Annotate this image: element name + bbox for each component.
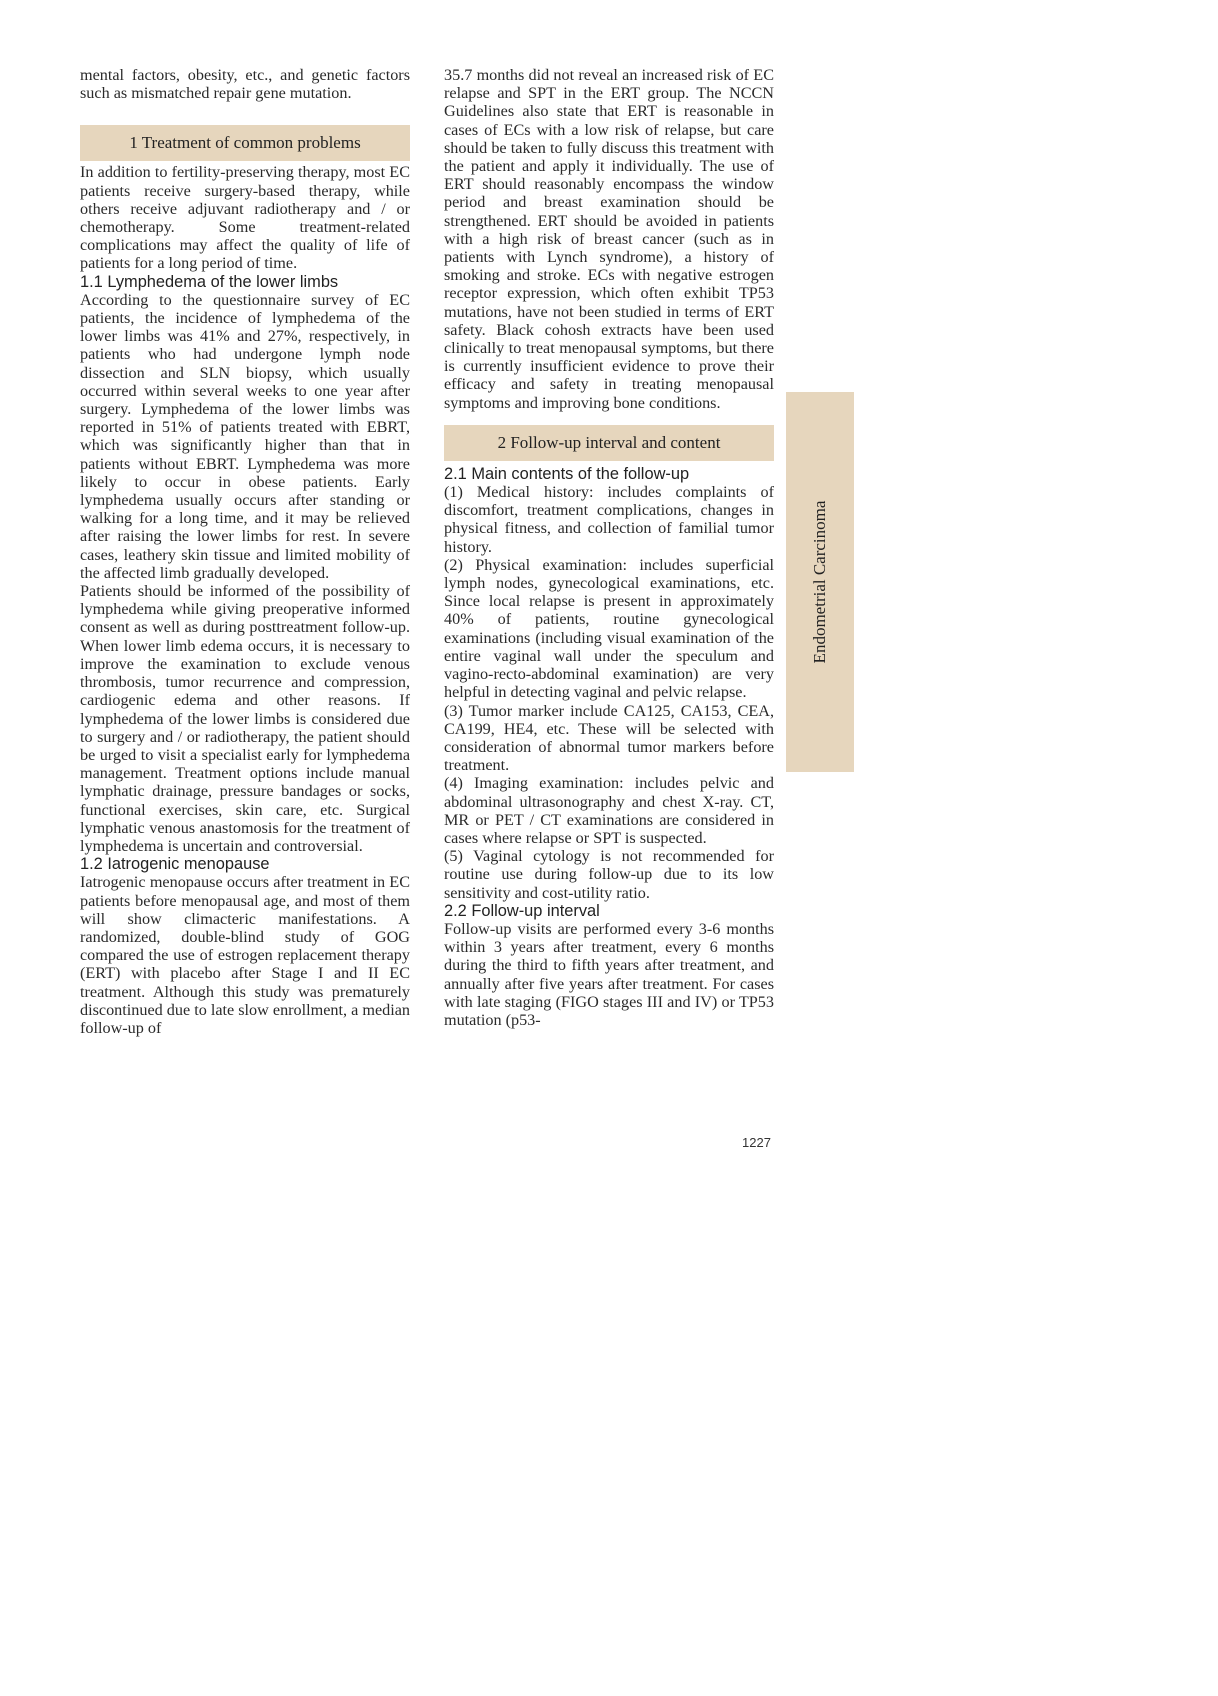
side-tab (786, 392, 854, 772)
subsection-1-2-paragraph-1: Iatrogenic menopause occurs after treatment in EC patients before menopausal age, and most of them will show climacteric manifestations. A randomized, double-blind study of GOG compared the use of estrogen replacement therapy (ERT) with placebo after Stage I and II EC treatment. Although this study was prematurely discontinued due to late slow enrollment, a median follow-up of (80, 873, 410, 1037)
right-column (444, 66, 774, 1029)
side-tab-label: Endometrial Carcinoma (810, 500, 829, 664)
right-continuation: 35.7 months did not reveal an increased risk of EC relapse and SPT in the ERT group. The NCCN Guidelines also state that ERT is reasonable in cases of ECs with a low risk of relapse, but care should be taken to fully discuss this treatment with the patient and apply it individually. The use of ERT should reasonably encompass the window period and breast examination should be strengthened. ERT should be avoided in patients with a high risk of breast cancer (such as in patients with Lynch syndrome), a history of smoking and stroke. ECs with negative estrogen receptor expression, which often exhibit TP53 mutations, have not been studied in terms of ERT safety. Black cohosh extracts have been used clinically to treat menopausal symptoms, but there is currently insufficient evidence to prove their efficacy and safety in treating menopausal symptoms and improving bone conditions. (444, 66, 774, 412)
subsection-1-2-heading: 1.2 Iatrogenic menopause (80, 855, 270, 874)
page-number: 1227 (742, 1135, 771, 1150)
section-2-heading: 2 Follow-up interval and content (444, 425, 774, 461)
follow-up-item-1: (1) Medical history: includes complaints of discomfort, treatment complications, changes in physical fitness, and collection of familial tumor history. (444, 483, 774, 556)
subsection-1-1-heading: 1.1 Lymphedema of the lower limbs (80, 272, 339, 291)
subsection-2-2-paragraph-1: Follow-up visits are performed every 3-6 months within 3 years after treatment, every 6 months during the third to fifth years after treatment, and annually after five years after treatment. For cases with late staging (FIGO stages III and IV) or TP53 mutation (p53- (444, 919, 774, 1029)
section-1-heading: 1 Treatment of common problems (80, 125, 410, 161)
section-1-intro: In addition to fertility-preserving therapy, most EC patients receive surgery-based therapy, while others receive adjuvant radiotherapy and / or chemotherapy. Some treatment-related complications may affect the quality of life of patients for a long period of time. (80, 163, 410, 273)
subsection-2-2-heading: 2.2 Follow-up interval (444, 901, 600, 920)
subsection-2-1-heading: 2.1 Main contents of the follow-up (444, 464, 690, 483)
left-column (80, 66, 410, 1037)
intro-continuation: mental factors, obesity, etc., and genetic factors such as mismatched repair gene mutation. (80, 66, 410, 103)
follow-up-item-3: (3) Tumor marker include CA125, CA153, CEA, CA199, HE4, etc. These will be selected with consideration of abnormal tumor markers before treatment. (444, 701, 774, 775)
follow-up-item-5: (5) Vaginal cytology is not recommended for routine use during follow-up due to its low sensitivity and cost-utility ratio. (444, 847, 774, 902)
follow-up-item-2: (2) Physical examination: includes superficial lymph nodes, gynecological examinations, etc. Since local relapse is present in approximately 40% of patients, routine gynecological examinations (including visual examination of the entire vaginal wall under the speculum and vagino-recto-abdominal examination) are very helpful in detecting vaginal and pelvic relapse. (444, 555, 774, 702)
subsection-1-1-paragraph-2: Patients should be informed of the possibility of lymphedema while giving preoperative informed consent as well as during posttreatment follow-up. When lower limb edema occurs, it is necessary to improve the examination to exclude venous thrombosis, tumor recurrence and compression, cardiogenic edema and other reasons. If lymphedema of the lower limbs is considered due to surgery and / or radiotherapy, the patient should be urged to visit a specialist early for lymphedema management. Treatment options include manual lymphatic drainage, pressure bandages or socks, functional exercises, skin care, etc. Surgical lymphatic venous anastomosis for the treatment of lymphedema is uncertain and controversial. (80, 582, 410, 855)
follow-up-item-4: (4) Imaging examination: includes pelvic and abdominal ultrasonography and chest X-ray. CT, MR or PET / CT examinations are considered in cases where relapse or SPT is suspected. (444, 774, 774, 847)
subsection-1-1-paragraph-1: According to the questionnaire survey of EC patients, the incidence of lymphedema of the lower limbs was 41% and 27%, respectively, in patients who had undergone lymph node dissection and SLN biopsy, which usually occurred within several weeks to one year after surgery. Lymphedema of the lower limbs was reported in 51% of patients treated with EBRT, which was significantly higher than that in patients without EBRT. Lymphedema was more likely to occur in obese patients. Early lymphedema usually occurs after standing or walking for a long time, and it may be relieved after raising the lower limbs for rest. In severe cases, leathery skin tissue and limited mobility of the affected limb gradually developed. (80, 290, 410, 582)
